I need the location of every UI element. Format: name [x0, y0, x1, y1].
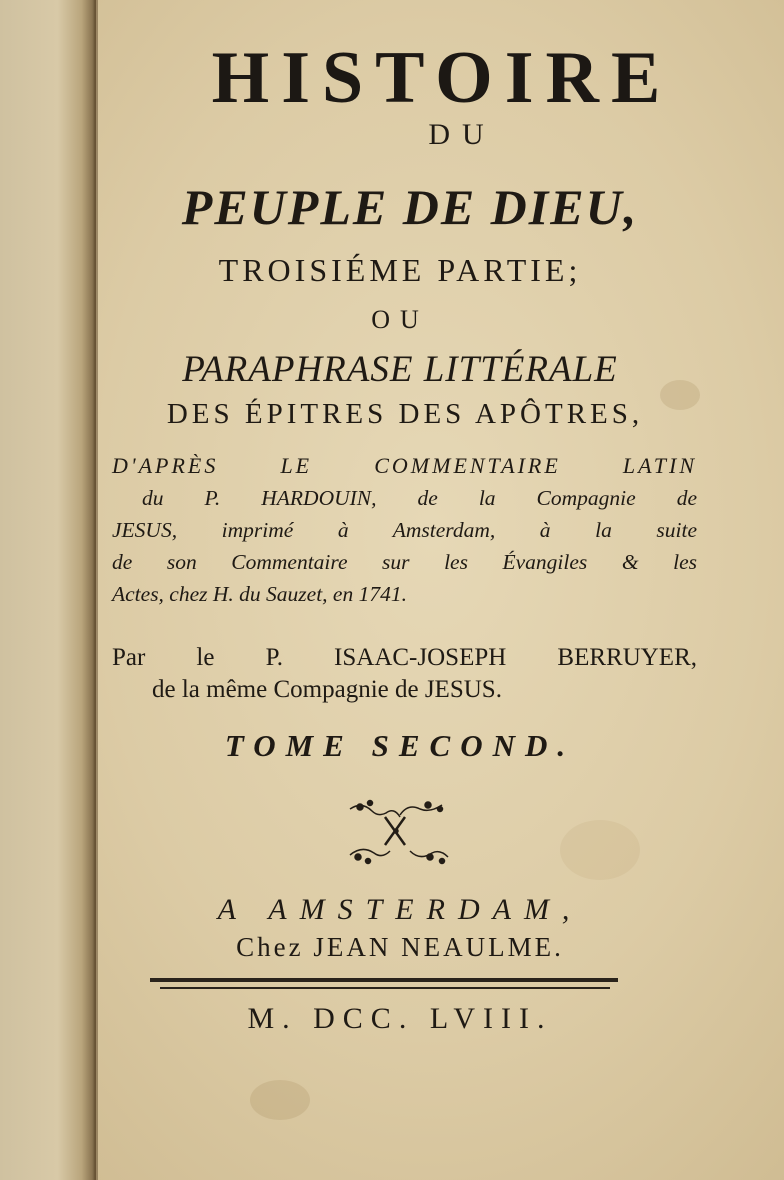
description-line: JESUS, imprimé à Amsterdam, à la suite — [112, 518, 697, 542]
paper-stain — [250, 1080, 310, 1120]
imprint-place: A AMSTERDAM, — [217, 893, 583, 926]
author-line: de la même Compagnie de JESUS. — [152, 676, 502, 703]
title-ou: OU — [371, 305, 429, 334]
description-line: du P. HARDOUIN, de la Compagnie de — [142, 486, 697, 510]
title-du: DU — [428, 118, 496, 151]
gutter-edge — [94, 0, 98, 1180]
title-peuple-de-dieu: PEUPLE DE DIEU, — [181, 179, 639, 235]
author-byline — [112, 642, 697, 706]
imprint-publisher: Chez JEAN NEAULME. — [236, 932, 564, 962]
description-paragraph — [112, 450, 697, 610]
imprint-date: M. DCC. LVIII. — [247, 1002, 553, 1035]
volume-label: TOME SECOND. — [224, 728, 576, 763]
book-gutter — [0, 0, 96, 1180]
description-line: Actes, chez H. du Sauzet, en 1741. — [112, 582, 407, 606]
title-paraphrase: PARAPHRASE LITTÉRALE — [182, 349, 618, 390]
description-line: D'APRÈS LE COMMENTAIRE LATIN — [112, 453, 697, 478]
thick-rule — [150, 978, 618, 982]
author-line: Par le P. ISAAC-JOSEPH BERRUYER, — [112, 644, 697, 671]
title-histoire: HISTOIRE — [211, 37, 673, 119]
paper-stain — [560, 820, 640, 880]
printer-ornament — [340, 795, 460, 870]
title-epitres: DES ÉPITRES DES APÔTRES, — [166, 398, 644, 430]
description-line: de son Commentaire sur les Évangiles & les — [112, 550, 697, 574]
thin-rule — [160, 987, 610, 989]
title-troisieme-partie: TROISIÉME PARTIE; — [218, 252, 582, 288]
